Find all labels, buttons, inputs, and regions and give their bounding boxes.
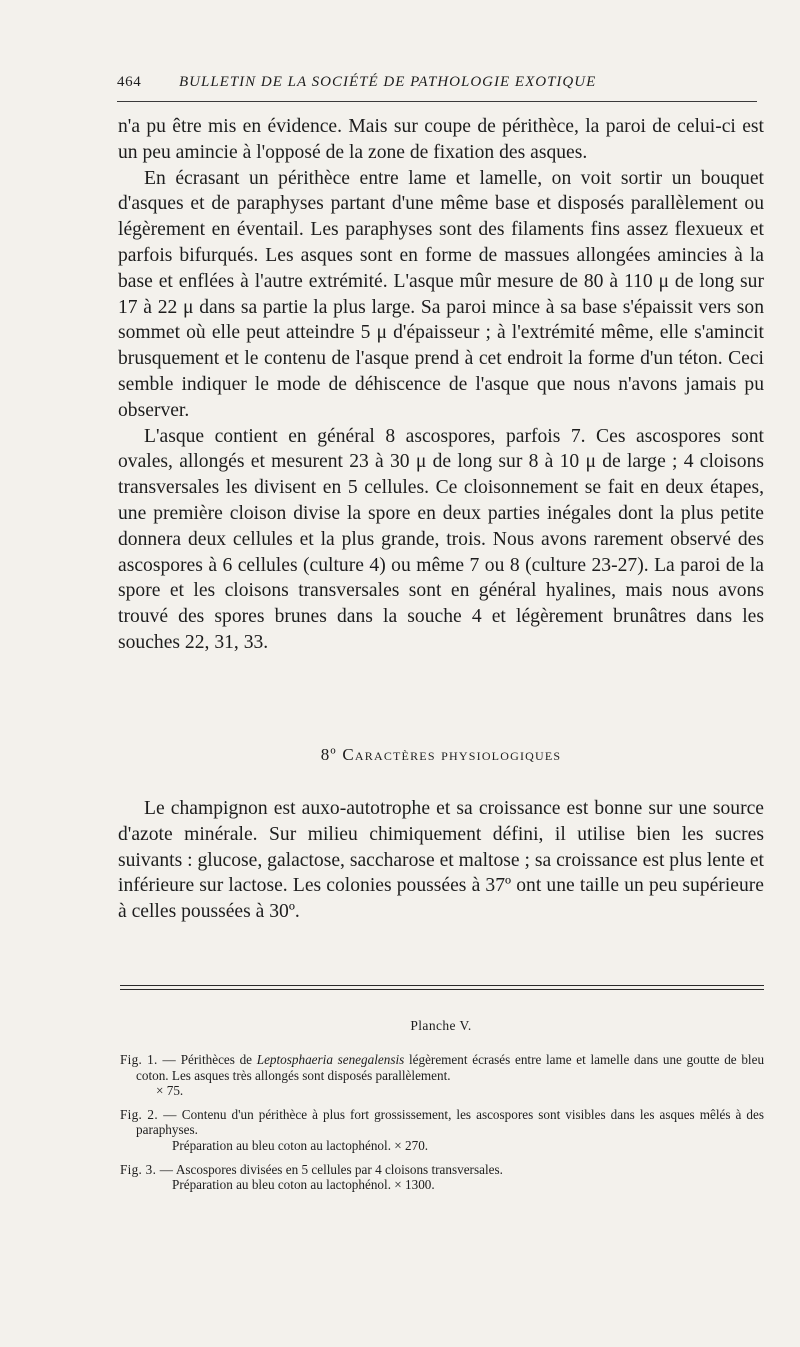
plate-title: Planche V. xyxy=(410,1018,472,1033)
caption-fig-1 xyxy=(120,1052,764,1099)
caption-label: Fig. 1. — xyxy=(120,1052,177,1067)
running-header xyxy=(117,74,765,91)
separator-rule-bottom xyxy=(120,989,764,990)
page-number: 464 xyxy=(117,74,142,90)
caption-fig-2 xyxy=(120,1107,764,1154)
section-title-text: Caractères physiologiques xyxy=(342,745,562,764)
caption-preparation: Préparation au bleu coton au lactophénol. × 1300. xyxy=(172,1177,435,1193)
main-text xyxy=(118,114,764,656)
caption-text: Contenu d'un périthèce à plus fort grossissement, les ascospores sont visibles dans les asques mêlés à des paraphyses. xyxy=(136,1106,764,1138)
paragraph-2: En écrasant un périthèce entre lame et lamelle, on voit sortir un bouquet d'asques et de paraphyses partant d'une même base et disposés parallèlement ou légèrement en éventail. Les paraphyses sont des filaments fins assez flexueux et parfois bifurqués. Les asques sont en forme de massues allongées amincies à la base et enflées à l'autre extrémité. L'asque mûr mesure de 80 à 110 μ de long sur 17 à 22 μ dans sa partie la plus large. Sa paroi mince à sa base s'épaissit vers son sommet où elle peut atteindre 5 μ d'épaisseur ; à l'extrémité même, elle s'amincit brusquement et le contenu de l'asque prend à cet endroit la forme d'un téton. Ceci semble indiquer le mode de déhiscence de l'asque que nous n'avons jamais pu observer. xyxy=(118,167,764,421)
figure-captions xyxy=(120,1052,764,1201)
caption-preparation: Préparation au bleu coton au lactophénol. × 270. xyxy=(172,1137,429,1153)
species-name: Leptosphaeria senegalensis xyxy=(256,1052,405,1067)
caption-text: légèrement écrasés entre lame et lamelle dans une goutte de bleu coton. Les asques très allongés sont disposés parallèlement. xyxy=(136,1052,765,1083)
caption-magnification: × 75. xyxy=(156,1083,184,1099)
section-number: 8º xyxy=(320,745,337,764)
caption-label: Fig. 2. — xyxy=(120,1106,177,1122)
paragraph-1: n'a pu être mis en évidence. Mais sur coupe de périthèce, la paroi de celui-ci est un peu amincie à l'opposé de la zone de fixation des asques. xyxy=(118,116,764,163)
journal-title: BULLETIN DE LA SOCIÉTÉ DE PATHOLOGIE EXOTIQUE xyxy=(179,74,597,90)
header-rule xyxy=(117,101,757,102)
caption-text: Périthèces de xyxy=(180,1052,253,1067)
section-text xyxy=(118,796,764,925)
separator-rule-top xyxy=(120,985,764,986)
caption-text: Ascospores divisées en 5 cellules par 4 cloisons transversales. xyxy=(175,1161,503,1177)
paragraph-3: L'asque contient en général 8 ascospores, parfois 7. Ces ascospores sont ovales, allongés et mesurent 23 à 30 μ de long sur 8 à 10 μ de large ; 4 cloisons transversales les divisent en 5 cellules. Ce cloisonnement se fait en deux étapes, une première cloison divise la spore en deux parties inégales dont la plus petite donnera deux cellules et la plus grande, trois. Nous avons rarement observé des ascospores à 6 cellules (culture 4) ou même 7 ou 8 (culture 23-27). La paroi de la spore et les cloisons transversales sont en général hyalines, mais nous avons trouvé des spores brunes dans la souche 4 et légèrement brunâtres dans les souches 22, 31, 33. xyxy=(118,425,764,653)
section-heading xyxy=(118,745,764,765)
caption-label: Fig. 3. — xyxy=(120,1161,174,1177)
caption-fig-3 xyxy=(120,1162,764,1193)
section-paragraph: Le champignon est auxo-autotrophe et sa croissance est bonne sur une source d'azote minérale. Sur milieu chimiquement défini, il utilise bien les sucres suivants : glucose, galactose, saccharose et maltose ; sa croissance est plus lente et inférieure sur lactose. Les colonies poussées à 37º ont une taille un peu supérieure à celles poussées à 30º. xyxy=(118,798,764,923)
